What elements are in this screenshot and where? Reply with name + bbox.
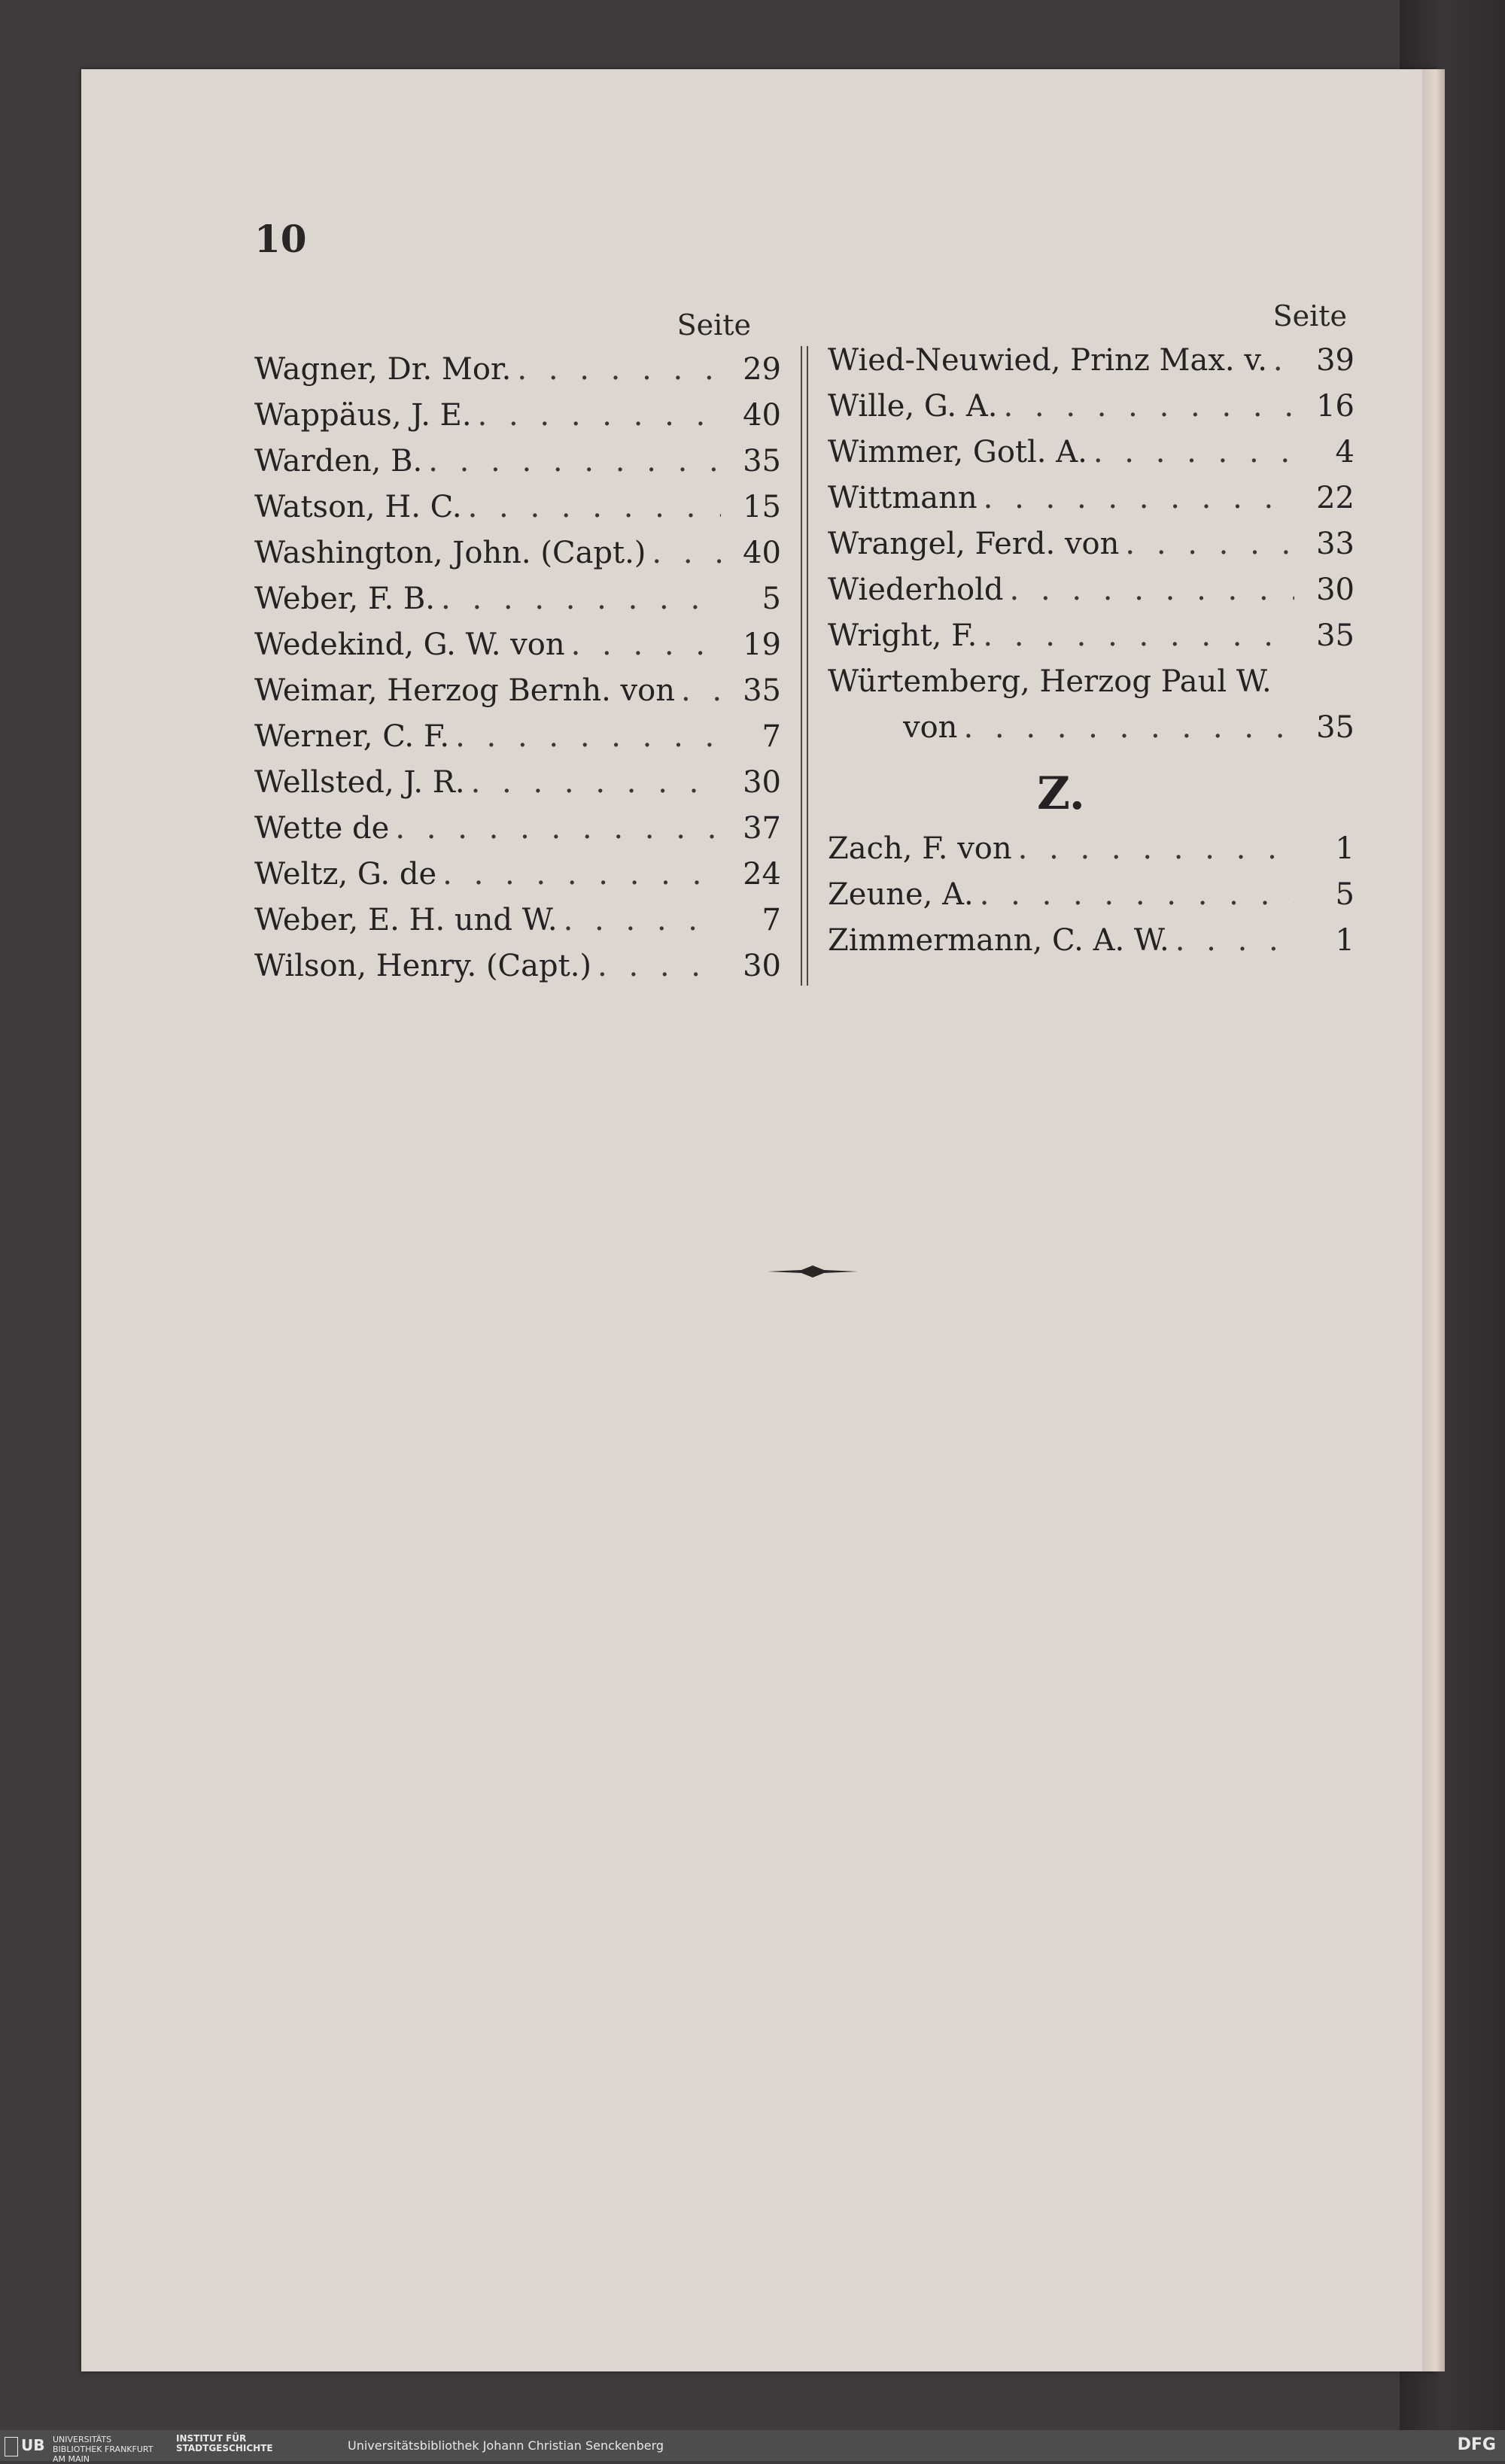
leader-dots — [517, 352, 721, 387]
index-entry — [828, 664, 1354, 710]
index-entry — [828, 710, 1354, 756]
index-entry — [254, 719, 781, 765]
entry-name: Weber, F. B. — [254, 582, 436, 616]
index-entry — [828, 573, 1354, 618]
ub-logo-icon — [5, 2437, 18, 2456]
index-entry — [254, 903, 781, 949]
entry-name: Wied-Neuwied, Prinz Max. v. — [828, 343, 1267, 378]
leader-dots — [571, 627, 721, 662]
entry-name: Zimmermann, C. A. W. — [828, 923, 1169, 958]
leader-dots — [597, 949, 721, 983]
entry-name: Weimar, Herzog Bernh. von — [254, 673, 675, 708]
entry-name: Würtemberg, Herzog Paul W. — [828, 664, 1272, 699]
leader-dots — [478, 398, 721, 433]
entry-name: Washington, John. (Capt.) — [254, 536, 646, 570]
entry-page-number: 40 — [743, 536, 781, 570]
section-letter-heading: Z. — [1037, 767, 1085, 820]
entry-page-number: 15 — [743, 490, 781, 524]
entry-page-number: 30 — [743, 765, 781, 800]
leader-dots — [1010, 573, 1294, 607]
leader-dots — [984, 481, 1294, 515]
leader-dots — [983, 618, 1294, 653]
entry-name: Wagner, Dr. Mor. — [254, 352, 512, 387]
index-entry — [254, 398, 781, 444]
entry-page-number: 22 — [1316, 481, 1354, 515]
index-entry — [254, 627, 781, 673]
entry-name: Weltz, G. de — [254, 857, 437, 892]
footer-credit: Universitätsbibliothek Johann Christian Senckenberg — [348, 2438, 664, 2453]
entry-name: Zeune, A. — [828, 877, 974, 912]
institute-logo: INSTITUT FÜR STADTGESCHICHTE — [176, 2433, 273, 2453]
entry-page-number: 35 — [743, 673, 781, 708]
entry-name: Warden, B. — [254, 444, 423, 479]
leader-dots — [564, 903, 721, 937]
entry-page-number: 7 — [762, 903, 781, 937]
index-entry — [828, 481, 1354, 527]
entry-name: Weber, E. H. und W. — [254, 903, 558, 937]
leader-dots — [395, 811, 721, 846]
entry-page-number: 37 — [743, 811, 781, 846]
leader-dots — [442, 857, 721, 892]
entry-name: Wette de — [254, 811, 390, 846]
index-entry — [828, 618, 1354, 664]
entry-page-number: 35 — [1316, 618, 1354, 653]
entry-page-number: 30 — [743, 949, 781, 983]
entry-name: Wedekind, G. W. von — [254, 627, 565, 662]
leader-dots — [1175, 923, 1294, 958]
index-entry — [828, 831, 1354, 877]
entry-name: Wrangel, Ferd. von — [828, 527, 1120, 561]
page-edge — [1422, 69, 1445, 2371]
column-header-seite: Seite — [676, 308, 751, 342]
entry-page-number: 16 — [1316, 389, 1354, 424]
leader-dots — [455, 719, 721, 754]
leader-dots — [963, 710, 1294, 745]
leader-dots — [1018, 831, 1294, 866]
leader-dots — [652, 536, 721, 570]
index-entry — [254, 765, 781, 811]
entry-name: Watson, H. C. — [254, 490, 462, 524]
entry-name: Wappäus, J. E. — [254, 398, 472, 433]
index-entry — [254, 949, 781, 995]
ornament-divider-icon — [768, 1264, 858, 1279]
leader-dots — [1093, 435, 1294, 469]
entry-name: Wilson, Henry. (Capt.) — [254, 949, 592, 983]
entry-page-number: 5 — [1335, 877, 1354, 912]
index-entry — [828, 877, 1354, 923]
column-divider — [801, 346, 808, 986]
leader-dots — [428, 444, 721, 479]
index-entry — [254, 857, 781, 903]
index-column-right — [828, 299, 1354, 969]
leader-dots — [468, 490, 721, 524]
entry-name: Wiederhold — [828, 573, 1004, 607]
entry-page-number: 1 — [1335, 831, 1354, 866]
column-header-seite: Seite — [1272, 299, 1347, 333]
index-column-left — [254, 308, 781, 995]
entry-page-number: 40 — [743, 398, 781, 433]
left-entries-list — [254, 352, 781, 995]
leader-dots — [681, 673, 721, 708]
index-entry — [254, 352, 781, 398]
entry-page-number: 5 — [762, 582, 781, 616]
footer-bar — [0, 2430, 1505, 2464]
entry-name: von — [903, 710, 958, 745]
leader-dots — [980, 877, 1294, 912]
index-entry — [254, 536, 781, 582]
ub-logo-text: UB — [21, 2436, 45, 2454]
dfg-logo: DFG — [1457, 2435, 1496, 2454]
entry-page-number: 24 — [743, 857, 781, 892]
entry-page-number: 19 — [743, 627, 781, 662]
right-entries-list — [828, 343, 1354, 756]
leader-dots — [441, 582, 721, 616]
entry-page-number: 30 — [1316, 573, 1354, 607]
index-entry — [254, 490, 781, 536]
entry-name: Wittmann — [828, 481, 977, 515]
entry-name: Zach, F. von — [828, 831, 1012, 866]
entry-page-number: 39 — [1316, 343, 1354, 378]
entry-name: Werner, C. F. — [254, 719, 450, 754]
index-entry — [254, 811, 781, 857]
index-entry — [828, 343, 1354, 389]
entry-name: Wellsted, J. R. — [254, 765, 465, 800]
entry-page-number: 29 — [743, 352, 781, 387]
entry-page-number: 35 — [1316, 710, 1354, 745]
z-entries-list — [828, 831, 1354, 969]
entry-name: Wille, G. A. — [828, 389, 998, 424]
entry-name: Wimmer, Gotl. A. — [828, 435, 1087, 469]
leader-dots — [1273, 343, 1294, 378]
index-entry — [254, 444, 781, 490]
index-entry — [828, 435, 1354, 481]
index-entry — [828, 923, 1354, 969]
entry-name: Wright, F. — [828, 618, 977, 653]
ub-logo-subtitle: UNIVERSITÄTS BIBLIOTHEK FRANKFURT AM MAIN — [53, 2435, 154, 2464]
entry-page-number: 4 — [1335, 435, 1354, 469]
entry-page-number: 7 — [762, 719, 781, 754]
entry-page-number: 1 — [1335, 923, 1354, 958]
leader-dots — [1003, 389, 1294, 424]
entry-page-number: 35 — [743, 444, 781, 479]
ub-logo — [5, 2436, 44, 2456]
leader-dots — [471, 765, 721, 800]
entry-page-number: 33 — [1316, 527, 1354, 561]
index-entry — [828, 389, 1354, 435]
index-entry — [254, 673, 781, 719]
leader-dots — [1125, 527, 1294, 561]
page-number: 10 — [254, 217, 307, 261]
index-entry — [828, 527, 1354, 573]
index-entry — [254, 582, 781, 627]
